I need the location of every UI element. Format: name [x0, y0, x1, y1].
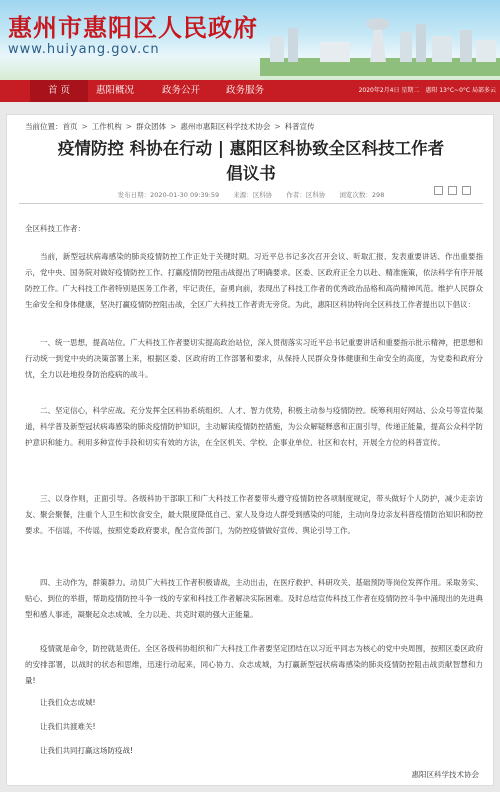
article-title: 疫情防控 科协在行动 | 惠阳区科协致全区科技工作者 — [57, 139, 445, 158]
nav-item-overview[interactable]: 惠阳概况 — [96, 85, 135, 96]
article-paragraph: 当前，新型冠状病毒感染的肺炎疫情防控工作正处于关键时期。习近平总书记多次召开会议、听取汇报、发表重要讲话、作出重要指示，党中央、国务院对做好疫情防控工作、打赢疫情防控阻击战提出了明确要求。区委、区政府正全力以赴、精准施策，依法科学有序开展防控工作。广大科技工作者特别是医务工作者，牢记责任，奋勇向前，表现出了科技工作者的优秀政治品格和高尚精神风范。维护人民群众生命安全和身体健康，坚决打赢疫情防控阻击战，全区广大科技工作者责无旁贷。为此，惠阳区科协特向全区科技工作者提出以下倡议： — [25, 252, 483, 309]
breadcrumb-link[interactable]: 科普宣传 — [284, 122, 315, 131]
breadcrumb-link[interactable]: 群众团体 — [136, 122, 167, 131]
nav-item-gov-service[interactable]: 政务服务 — [226, 85, 265, 96]
breadcrumb-link[interactable]: 首页 — [62, 122, 78, 131]
city-skyline-image — [260, 6, 500, 76]
breadcrumb-link[interactable]: 工作机构 — [91, 122, 122, 131]
article-paragraph: 三、以身作则，正面引导。各级科协干部职工和广大科技工作者要带头遵守疫情防控各项制度规定，带头做好个人防护，减少走亲访友、聚会聚餐，注重个人卫生和饮食安全，最大限度降低自己、家人及身边人群受到感染的可能，主动向身边亲友科普疫情防治知识和防控要求。不信谣，不传谣，按照党委政府要求，配合宣传部门，为防控疫情做好宣传、舆论引导工作。 — [25, 494, 483, 535]
main-nav — [0, 80, 500, 102]
weather-info: 惠阳 13°C~0°C 局部多云 — [425, 87, 496, 94]
breadcrumb-link[interactable]: 惠州市惠阳区科学技术协会 — [180, 122, 271, 131]
nav-item-home[interactable]: 首 页 — [30, 80, 88, 102]
article-paragraph: 一、统一思想，提高站位。广大科技工作者要切实提高政治站位，深入贯彻落实习近平总书记重要讲话和重要指示批示精神，把思想和行动统一到党中央的决策部署上来，根据区委、区政府的工作部署和要求，从保持人民群众身体健康和生命安全的高度，为党委和政府分忧，全力以赴地投身防治疫病的战斗。 — [25, 338, 483, 379]
breadcrumb: 当前位置：首页 > 工作机构 > 群众团体 > 惠州市惠阳区科学技术协会 > 科普宣传 — [25, 122, 315, 131]
signature: 惠阳区科学技术协会 — [411, 770, 479, 779]
close-icon[interactable] — [462, 186, 471, 195]
nav-item-gov-info[interactable]: 政务公开 — [162, 85, 201, 96]
print-icon[interactable] — [448, 186, 457, 195]
divider — [19, 203, 483, 204]
closing-line: 让我们共同打赢这场防疫战! — [40, 746, 134, 755]
publish-date: 发布日期：2020-01-30 09:39:59 — [117, 191, 220, 199]
site-title: 惠州市惠阳区人民政府 — [8, 13, 258, 42]
date-weather — [355, 80, 496, 102]
article-paragraph: 二、坚定信心，科学应战。充分发挥全区科协系统组织、人才、智力优势，积极主动参与疫情防控。统筹利用好网站、公众号等宣传渠道，科学普及新型冠状病毒感染的肺炎疫情防护知识，主动解读疫情防控措施，为公众解疑释惑和正面引导，传递正能量，提高公众科学防护意识和能力。利用多种宣传手段和切实有效的方法，在全区机关、学校、企事业单位、社区和农村，开展全方位的科普宣传。 — [25, 406, 483, 447]
font-size-icon[interactable] — [434, 186, 443, 195]
view-count: 浏览次数：298 — [339, 191, 385, 199]
article-source: 来源：区科协 — [233, 191, 273, 199]
site-header — [0, 0, 500, 80]
article-panel — [6, 114, 494, 786]
article-author: 作者：区科协 — [286, 191, 326, 199]
article-paragraph: 疫情就是命令，防控就是责任。全区各级科协组织和广大科技工作者要坚定团结在以习近平同志为核心的党中央周围，按照区委区政府的安排部署，以战时的状态和思维，迅速行动起来，同心协力、众志成城，为打赢新型冠状病毒感染的肺炎疫情防控阻击战贡献智慧和力量! — [25, 644, 483, 685]
current-date: 2020年2月4日 星期二 — [358, 87, 420, 94]
article-title-line2: 倡议书 — [226, 164, 276, 183]
closing-line: 让我们共渡难关! — [40, 722, 96, 731]
share-buttons — [434, 186, 471, 195]
greeting: 全区科技工作者： — [25, 224, 85, 233]
closing-line: 让我们众志成城! — [40, 698, 96, 707]
article-meta — [7, 190, 495, 199]
article-paragraph: 四、主动作为，群策群力。动员广大科技工作者积极请战，主动出击，在医疗救护、科研攻关、基础预防等岗位发挥作用。采取务实、贴心、到位的举措，帮助疫情防控斗争一线的专家和科技工作者解决实际困难。及时总结宣传科技工作者在疫情防控斗争中涌现出的先进典型和感人事迹，凝聚起众志成城、全力以赴、共克时艰的强大正能量。 — [25, 578, 483, 619]
breadcrumb-prefix: 当前位置： — [25, 122, 63, 131]
site-url: www.huiyang.gov.cn — [8, 42, 160, 57]
